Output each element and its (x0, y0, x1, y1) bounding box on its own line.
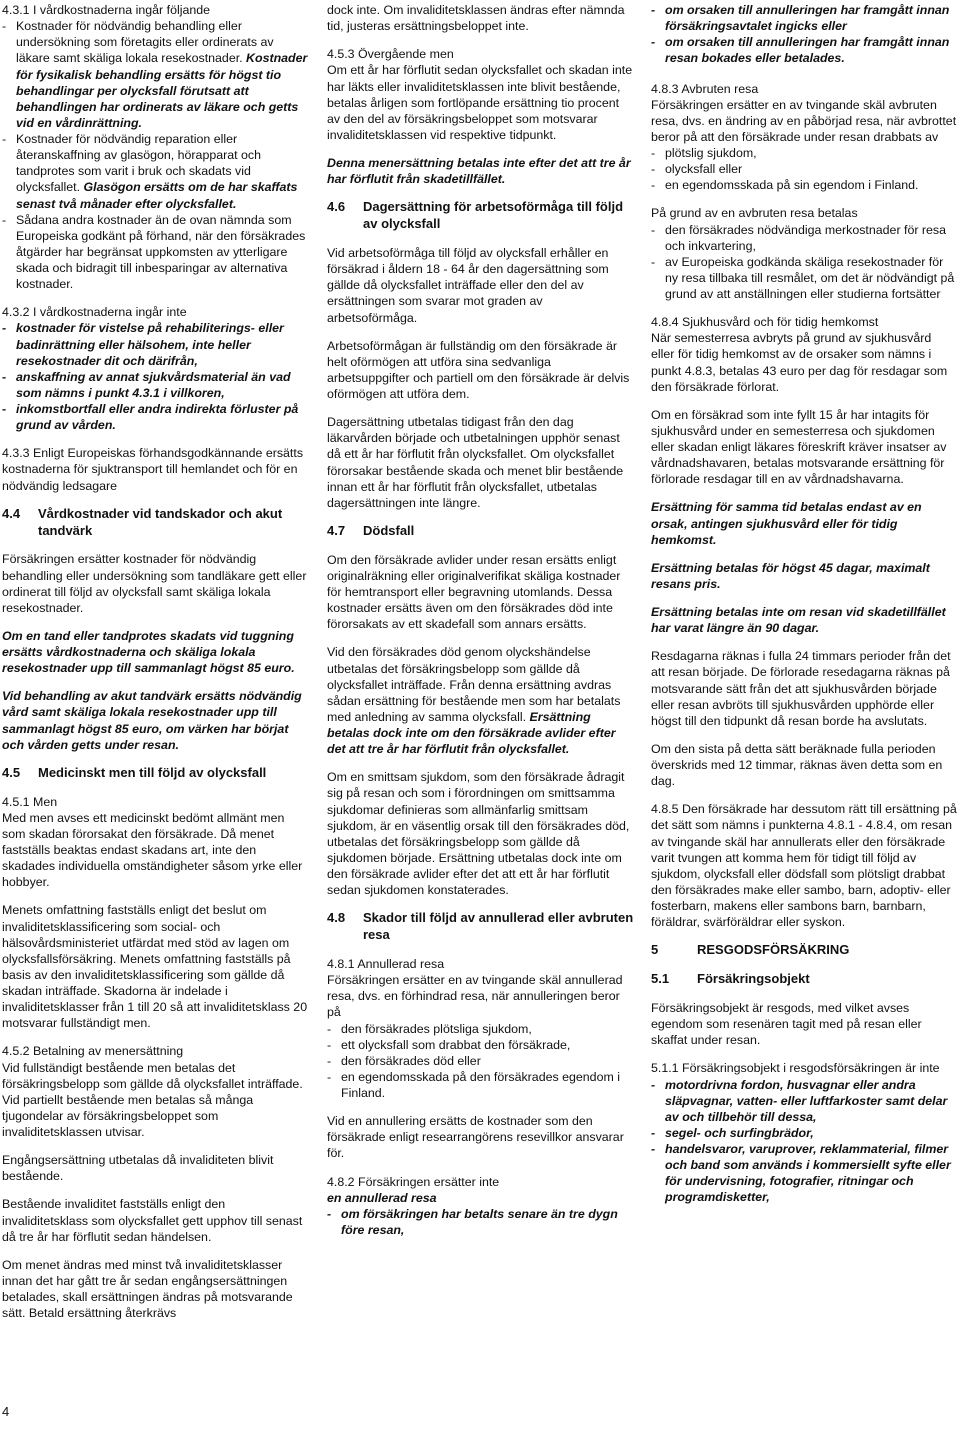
list-item: - Kostnader för nödvändig reparation eller återanskaffning av glasögon, hörapparat och tandprotes som varit i bruk och skadats vid olycksfallet. Glasögon ersätts om de har skaffats senast två månader efter olycksfallet. (2, 132, 298, 211)
subheading-4-5-2: 4.5.2 Betalning av menersättning (2, 1044, 184, 1059)
list-item: - av Europeiska godkända skäliga resekostnader för ny resa tillbaka till resmålet, om det är nödvändigt på grund av att anställningen eller studierna fortsätter (651, 254, 955, 301)
column-2 (327, 2, 634, 1250)
list-item: - om orsaken till annulleringen har framgått innan resan bokades eller betalades. (651, 35, 950, 66)
list-item: - motordrivna fordon, husvagnar eller andra släpvagnar, vatten- eller luftfarkoster samt delar av och tillbehör till dessa, (651, 1077, 948, 1124)
paragraph: På grund av en avbruten resa betalas (651, 206, 858, 221)
section-4-8-2-list-continued (651, 2, 958, 67)
heading-5-1: 5.1 Försäkringsobjekt (651, 971, 810, 987)
paragraph: När semesterresa avbryts på grund av sjukhusvård eller för tidig hemkomst av de orsaker som nämns i punkt 4.8.3, betalas 43 euro per dag för resdagar som den försäkrade förlorat. (651, 331, 948, 394)
list-item: - Kostnader för nödvändig behandling eller undersökning som företagits eller ordinerats av läkare samt skäliga lokala resekostnader. Kostnader för fysikalisk behandling ersätts för högst tio behandlingar per olycksfall förutsatt att behandlingen har ordinerats av läkare och getts vid en vårdinrättning. (2, 19, 308, 130)
section-5-1-1: 5.1.1 Försäkringsobjekt i resgodsförsäkringen är inte (651, 1061, 940, 1076)
subheading-4-8-3: 4.8.3 Avbruten resa (651, 81, 759, 96)
paragraph: Vid fullständigt bestående men betalas det försäkringsbelopp som gällde då olycksfallet inträffade. Vid partiellt bestående men betalas så många tjugondelar av försäkringsbeloppet som invaliditetsklassen utvisar. (2, 1060, 303, 1140)
paragraph-bold: Vid behandling av akut tandvärk ersätts nödvändig vård samt skäliga lokala resekostnader upp till sammanlagt högst 85 euro, om värken har börjat och vården getts under resan. (2, 689, 302, 752)
paragraph: Med men avses ett medicinskt bedömt allmänt men som skadan förorsakat den försäkrade. Då menet fastställs beaktas endast skadans art, inte den skadades individuella omständigheter såsom yrke eller hobbyer. (2, 810, 303, 890)
list-item: - kostnader för vistelse på rehabiliterings- eller badinrättning eller hälsohem, inte heller resekostnader dit och därifrån, (2, 321, 284, 368)
paragraph: dock inte. Om invaliditetsklassen ändras efter nämnda tid, justeras ersättningsbeloppet inte. (327, 3, 625, 34)
paragraph: Bestående invaliditet fastställs enligt den invaliditetsklass som olycksfallet gett upphov till senast då tre år har förflutit sedan händelsen. (2, 1197, 303, 1244)
list-item: - den försäkrades plötsliga sjukdom, (327, 1021, 532, 1036)
list-item: - olycksfall eller (651, 162, 743, 177)
list-item: - en egendomsskada på sin egendom i Finland. (651, 178, 919, 193)
paragraph: Försäkringen ersätter kostnader för nödvändig behandling eller undersökning som tandläkare gett eller ordinerat till följd av olycksfall samt skäliga lokala resekostnader. (2, 552, 307, 615)
page-number: 4 (2, 1404, 10, 1419)
paragraph: Försäkringen ersätter en av tvingande skäl avbruten resa, dvs. en ändring av en påbörjad resa, när avbrottet beror på att den försäkrade under resan drabbats av (651, 97, 957, 144)
section-4-3-3: 4.3.3 Enligt Europeiskas förhandsgodkännande ersätts kostnaderna för sjuktransport till hemlandet och för en nödvändig ledsagare (2, 446, 304, 493)
subheading-4-8-1: 4.8.1 Annullerad resa (327, 957, 445, 972)
heading-4-5: 4.5 Medicinskt men till följd av olycksfall (2, 764, 267, 780)
avbruten-resa-list (651, 222, 958, 303)
paragraph-bold: Denna menersättning betalas inte efter det att tre år har förflutit från skadetillfället. (327, 156, 631, 187)
paragraph: Vid arbetsoförmåga till följd av olycksfall erhåller en försäkrad i åldern 18 - 64 år den dagersättning som gällde då olycksfallet inträffade eller den del av ersättningen som svarar mot graden av arbetsoförmåga. (327, 246, 609, 325)
list-item: - ett olycksfall som drabbat den försäkrade, (327, 1037, 571, 1052)
section-4-8-1-list (327, 1021, 634, 1102)
paragraph-bold: Ersättning för samma tid betalas endast av en orsak, antingen sjukhusvård eller för tidig hemkomst. (651, 500, 922, 547)
list-item: - den försäkrades nödvändiga merkostnader för resa och inkvartering, (651, 222, 947, 253)
subheading-4-8-4: 4.8.4 Sjukhusvård och för tidig hemkomst (651, 315, 879, 330)
section-4-3-1-intro: 4.3.1 I vårdkostnaderna ingår följande (2, 3, 211, 17)
list-item: - om orsaken till annulleringen har framgått innan försäkringsavtalet ingicks eller (651, 3, 950, 34)
paragraph: Om den sista på detta sätt beräknade fulla perioden överskrids med 12 timmar, räknas även detta som en dag. (651, 741, 943, 789)
heading-5: 5 RESGODSFÖRSÄKRING (651, 942, 850, 958)
list-item: - om försäkringen har betalts senare än tre dygn före resan, (327, 1206, 618, 1237)
paragraph: Resdagarna räknas i fulla 24 timmars perioder från det att resan började. De förlorade resedagarna räknas på motsvarande sätt från det att sjukhusvården började eller resan avbröts till sjukhusvården upphörde eller högst till den tidpunkt då resan borde ha avslutats. (651, 649, 951, 728)
section-4-8-2-list (327, 1206, 634, 1238)
paragraph-bold: Om en tand eller tandprotes skadats vid tuggning ersätts vårdkostnaderna och skäliga lokala resekostnader upp till sammanlagt högst 85 euro. (2, 628, 295, 676)
list-item: - anskaffning av annat sjukvårdsmaterial än vad som nämns i punkt 4.3.1 i villkoren, (2, 369, 291, 400)
paragraph: Vid den försäkrades död genom olyckshändelse utbetalas det försäkringsbelopp som gällde då olycksfallet inträffade. Från denna ersättning avdras sådan ersättning för bestående men som har betalats med anledning av samma olycksfall. Ersättning betalas dock inte om den försäkrade avlider efter det att tre år har förflutit från olycksfallet. (327, 645, 621, 757)
section-4-3-2-intro: 4.3.2 I vårdkostnaderna ingår inte (2, 305, 187, 320)
list-item: - plötslig sjukdom, (651, 146, 757, 160)
paragraph: Engångsersättning utbetalas då invaliditeten blivit bestående. (2, 1153, 274, 1184)
paragraph: Dagersättning utbetalas tidigast från den dag läkarvården började och utbetalningen upphör senast då ett år har förflutit från olycksfallet. Om olycksfallet förorsakar bestående skada och menet blir bestående innan ett år har förflutit från olycksfallet, utbetalas dagersättningen inte längre. (327, 415, 624, 510)
section-5-1-1-list (651, 1077, 958, 1206)
paragraph: Försäkringsobjekt är resgods, med vilket avses egendom som resenären tagit med på resan eller skaffat under resan. (651, 1001, 922, 1048)
list-item: - en egendomsskada på den försäkrades egendom i Finland. (327, 1069, 620, 1101)
paragraph: Vid en annullering ersätts de kostnader som den försäkrade enligt researrangörens resevillkor ansvarar för. (327, 1114, 624, 1161)
section-4-3-1-list (2, 18, 309, 292)
column-3 (651, 2, 958, 1218)
subheading-4-8-2: 4.8.2 Försäkringen ersätter inte (327, 1174, 500, 1189)
section-4-3-2-list (2, 320, 309, 433)
subheading-4-5-3: 4.5.3 Övergående men (327, 47, 454, 62)
heading-4-6: 4.6 Dagersättning för arbetsoförmåga till följd av olycksfall (327, 199, 624, 232)
list-item: - segel- och surfingbrädor, (651, 1125, 814, 1140)
heading-4-7: 4.7 Dödsfall (327, 522, 415, 538)
list-item: - handelsvaror, varuprover, reklammaterial, filmer och band som används i kommersiellt syfte eller för undervisning, fotografier, ritningar och programdisketter, (651, 1142, 951, 1205)
paragraph: Arbetsoförmågan är fullständig om den försäkrade är helt oförmögen att utföra sina sedvanliga arbetsuppgifter och partiell om den försäkrade är delvis oförmögen att utföra dem. (327, 338, 630, 402)
section-4-8-3-list (651, 145, 958, 193)
column-1 (2, 2, 309, 1333)
paragraph: Om en försäkrad som inte fyllt 15 år har intagits för sjukhusvård under en semesterresa och sjukdomen eller skadan enligt läkares föreskrift kräver insatser av vårdnadshavaren, betalas motsvarande ersättning för förlorade resdagar till en av vårdnadshavarna. (651, 407, 947, 487)
heading-4-8: 4.8 Skador till följd av annullerad eller avbruten resa (327, 910, 634, 943)
paragraph: Om menet ändras med minst två invaliditetsklasser innan det har gått tre år sedan engångsersättningen betalades, skall ersättningen ändras på motsvarande sätt. Betald ersättning återkrävs (2, 1257, 293, 1321)
paragraph: Menets omfattning fastställs enligt det beslut om invaliditetsklassificering som social- och hälsovårdsministeriet utfärdat med stöd av lagen om olycksfallsförsäkring. Menets omfattning fastställs på basis av den invaliditetsklassificering som gällde då skadan inträffade. Skadorna är indelade i invaliditetsklasser från 1 till 20 så att invaliditetsklass 20 motsvarar fullständigt men. (2, 903, 308, 1031)
heading-4-4: 4.4 Vårdkostnader vid tandskador och akut tandvärk (2, 505, 283, 538)
paragraph: Om den försäkrade avlider under resan ersätts enligt originalräkning eller originalverifikat skäliga kostnader för hemtransport eller begravning utomlands. Dessa kostnader ersätts även om den försäkrades död inte förorsakats av ett skadefall som annars ersätts. (327, 552, 621, 632)
paragraph: Om ett år har förflutit sedan olycksfallet och skadan inte har läkts eller invaliditetsklassen inte blivit bestående, betalas årligen som fortlöpande ersättning tio procent av den del av försäkringsbeloppet som motsvarar invaliditetsklassen vid respektive tidpunkt. (327, 63, 633, 142)
list-item: - den försäkrades död eller (327, 1053, 481, 1068)
list-item: - Sådana andra kostnader än de ovan nämnda som Europeiska godkänt på förhand, när den försäkrades åtgärder har begränsat uppkomsten av ytterligare skada och bidragit till inbesparingar av alternativa kostnader. (2, 212, 306, 292)
subheading-annullerad: en annullerad resa (327, 1190, 437, 1205)
list-item: - inkomstbortfall eller andra indirekta förluster på grund av vården. (2, 402, 299, 433)
paragraph-bold: Ersättning betalas för högst 45 dagar, maximalt resans pris. (651, 560, 930, 591)
paragraph-bold: Ersättning betalas inte om resan vid skadetillfället har varat längre än 90 dagar. (651, 605, 946, 636)
subheading-4-5-1: 4.5.1 Men (2, 794, 58, 809)
paragraph: Försäkringen ersätter en av tvingande skäl annullerad resa, dvs. en förhindrad resa, när annulleringen beror på (327, 973, 623, 1020)
section-4-8-5: 4.8.5 Den försäkrade har dessutom rätt till ersättning på det sätt som nämns i punkterna 4.8.1 - 4.8.4, om resan av tvingande skäl har annullerats eller den försäkrade varit tvungen att komma hem för tidigt till följd av sjukdom, olycksfall eller dödsfall som plötsligt drabbat den försäkrades make eller sambo, barn, adoptiv- eller fosterbarn, makens eller sambons barn, barnbarn, föräldrar, svärföräldrar eller syskon. (651, 802, 957, 930)
paragraph: Om en smittsam sjukdom, som den försäkrade ådragit sig på resan och som i förordningen om smittsamma sjukdomar definieras som allmänfarlig smittsam sjukdom, är en väsentlig orsak till den försäkrades död, utbetalas det försäkringsbelopp som gällde då sjukdomen började. Ersättning utbetalas dock inte om den försäkrade avlider efter det att ett år har förflutit sedan sjukdomen konstaterades. (327, 770, 630, 898)
